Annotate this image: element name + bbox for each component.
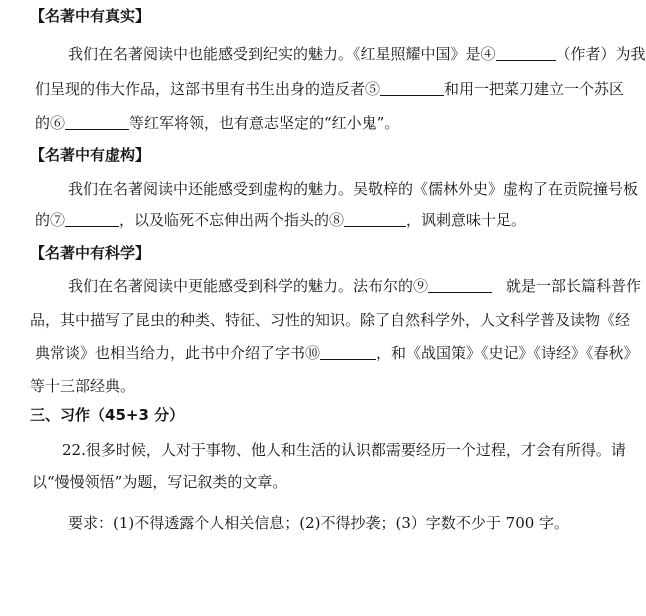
- answer-blank-8[interactable]: [344, 211, 406, 227]
- paragraph-real-line-2: [35, 79, 624, 99]
- section-title-science: 【名著中有科学】: [30, 244, 151, 262]
- text-run: 我们在名著阅读中更能感受到科学的魅力。法布尔的⑨: [68, 277, 429, 295]
- text-run: 的⑦: [35, 211, 66, 229]
- text-run: 就是一部长篇科普作: [506, 277, 642, 295]
- answer-blank-9[interactable]: [428, 277, 492, 293]
- answer-blank-10[interactable]: [320, 344, 376, 360]
- writing-section-title: 三、习作（45+3 分）: [30, 406, 185, 424]
- text-run: 等红军将领，也有意志坚定的“红小鬼”。: [129, 114, 400, 132]
- answer-blank-6[interactable]: [65, 114, 129, 130]
- section-title-real: 【名著中有真实】: [30, 7, 151, 25]
- text-run: 们呈现的伟大作品，这部书里有书生出身的造反者⑤: [35, 80, 381, 98]
- text-run: ，和《战国策》《史记》《诗经》《春秋》: [376, 344, 639, 362]
- answer-blank-4[interactable]: [496, 45, 556, 61]
- paragraph-real-line-3: [35, 113, 399, 133]
- paragraph-science-line-3: [35, 343, 639, 363]
- text-run: 我们在名著阅读中也能感受到纪实的魅力。《红星照耀中国》是④: [68, 45, 496, 63]
- paragraph-science-line-2: 品，其中描写了昆虫的种类、特征、习性的知识。除了自然科学外，人文科学普及读物《经: [30, 311, 631, 329]
- writing-requirements: 要求：(1)不得透露个人相关信息；(2)不得抄袭；(3）字数不少于 700 字。: [68, 514, 570, 532]
- paragraph-science-line-4: 等十三部经典。: [30, 377, 136, 395]
- paragraph-fiction-line-1: 我们在名著阅读中还能感受到虚构的魅力。吴敬梓的《儒林外史》虚构了在贡院撞号板: [68, 180, 639, 198]
- text-run: （作者）为我: [555, 45, 646, 63]
- answer-blank-5[interactable]: [380, 80, 444, 96]
- text-run: ，以及临死不忘伸出两个指头的⑧: [119, 211, 345, 229]
- text-run: 和用一把菜刀建立一个苏区: [444, 80, 625, 98]
- text-run: ，讽刺意味十足。: [406, 211, 527, 229]
- text-run: 典常谈》也相当给力，此书中介绍了字书⑩: [35, 344, 321, 362]
- writing-prompt-line-1: 22.很多时候，人对于事物、他人和生活的认识都需要经历一个过程，才会有所得。请: [62, 441, 626, 459]
- paragraph-real-line-1: [68, 44, 646, 64]
- text-run: 的⑥: [35, 114, 66, 132]
- section-title-fiction: 【名著中有虚构】: [30, 146, 151, 164]
- answer-blank-7[interactable]: [65, 211, 119, 227]
- paragraph-fiction-line-2: [35, 210, 526, 230]
- paragraph-science-line-1: [68, 276, 641, 296]
- writing-prompt-line-2: 以“慢慢领悟”为题，写记叙类的文章。: [32, 473, 288, 491]
